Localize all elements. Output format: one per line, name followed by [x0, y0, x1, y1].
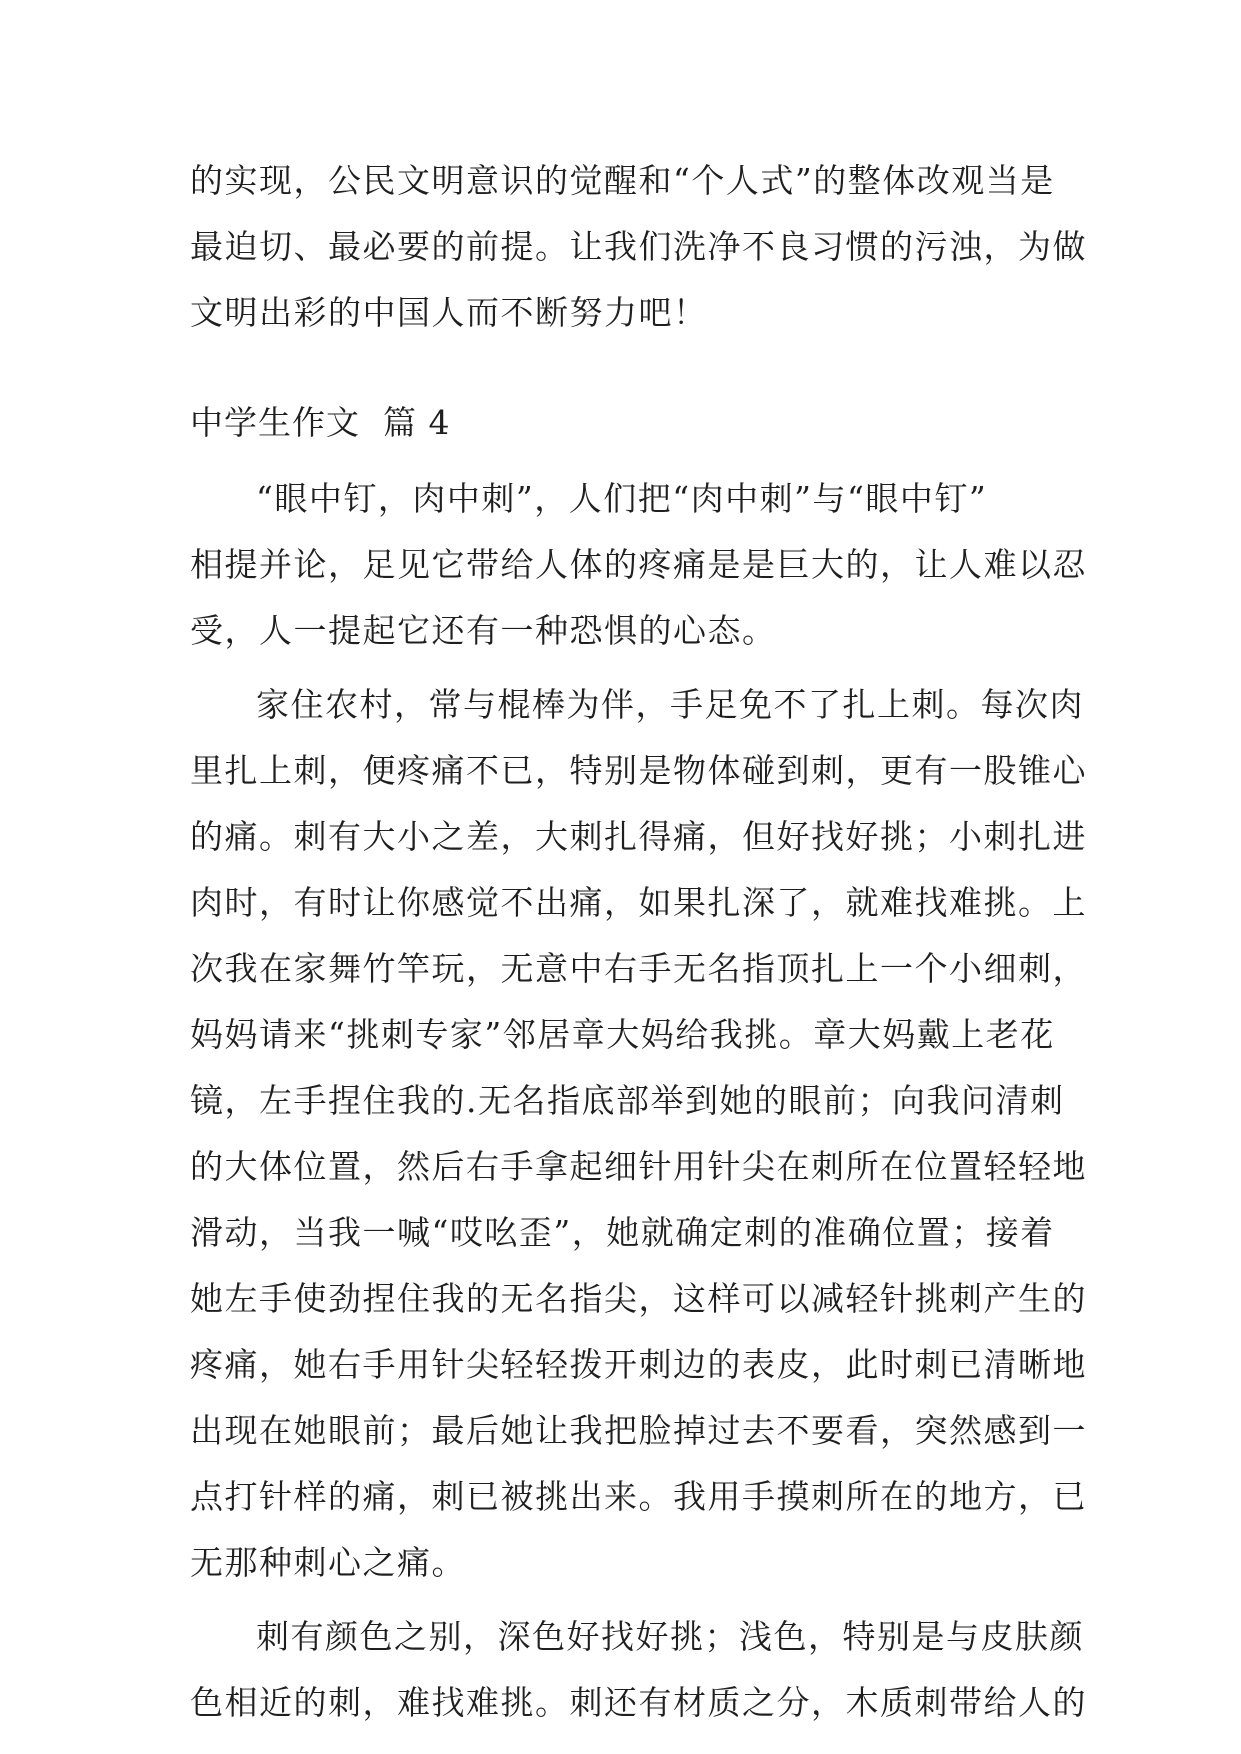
- text-line: 的大体位置，然后右手拿起细针用针尖在刺所在位置轻轻地: [190, 1147, 1087, 1186]
- text-line: 无那种刺心之痛。: [190, 1543, 466, 1582]
- text-line: 受，人一提起它还有一种恐惧的心态。: [190, 611, 777, 650]
- paragraph-3: [190, 1604, 1087, 1736]
- text-line: 相提并论，足见它带给人体的疼痛是是巨大的，让人难以忍: [190, 545, 1087, 584]
- text-line: 妈妈请来“挑刺专家”邻居章大妈给我挑。章大妈戴上老花: [190, 1015, 1055, 1054]
- text-line: “眼中钉，肉中刺”，人们把“肉中刺”与“眼中钉”: [256, 479, 988, 518]
- essay-body: [190, 466, 1087, 1736]
- text-line: 疼痛，她右手用针尖轻轻拨开刺边的表皮，此时刺已清晰地: [190, 1345, 1087, 1384]
- text-line: 里扎上刺，便疼痛不已，特别是物体碰到刺，更有一股锥心: [190, 751, 1087, 790]
- paragraph-1: [190, 466, 1087, 664]
- text-line: 滑动，当我一喊“哎吆歪”，她就确定刺的准确位置；接着: [190, 1213, 1055, 1252]
- text-line: 刺有颜色之别，深色好找好挑；浅色，特别是与皮肤颜: [256, 1617, 1084, 1656]
- paragraph-2: [190, 672, 1087, 1596]
- text-line: 她左手使劲捏住我的无名指尖，这样可以减轻针挑刺产生的: [190, 1279, 1087, 1318]
- text-line: 的实现，公民文明意识的觉醒和“个人式”的整体改观当是: [190, 161, 1055, 200]
- previous-essay-ending: [190, 148, 1087, 346]
- text-line: 文明出彩的中国人而不断努力吧！: [190, 293, 708, 332]
- text-line: 次我在家舞竹竿玩，无意中右手无名指顶扎上一个小细刺，: [190, 949, 1087, 988]
- text-line: 镜，左手捏住我的.无名指底部举到她的眼前；向我问清刺: [190, 1081, 1065, 1120]
- text-line: 肉时，有时让你感觉不出痛，如果扎深了，就难找难挑。上: [190, 883, 1087, 922]
- text-line: 的痛。刺有大小之差，大刺扎得痛，但好找好挑；小刺扎进: [190, 817, 1087, 856]
- text-line: 出现在她眼前；最后她让我把脸掉过去不要看，突然感到一: [190, 1411, 1087, 1450]
- section-heading: 中学生作文 篇 4: [190, 403, 451, 442]
- text-line: 色相近的刺，难找难挑。刺还有材质之分，木质刺带给人的: [190, 1683, 1087, 1722]
- text-line: 家住农村，常与棍棒为伴，手足免不了扎上刺。每次肉: [256, 685, 1084, 724]
- text-line: 最迫切、最必要的前提。让我们洗净不良习惯的污浊，为做: [190, 227, 1087, 266]
- text-line: 点打针样的痛，刺已被挑出来。我用手摸刺所在的地方，已: [190, 1477, 1087, 1516]
